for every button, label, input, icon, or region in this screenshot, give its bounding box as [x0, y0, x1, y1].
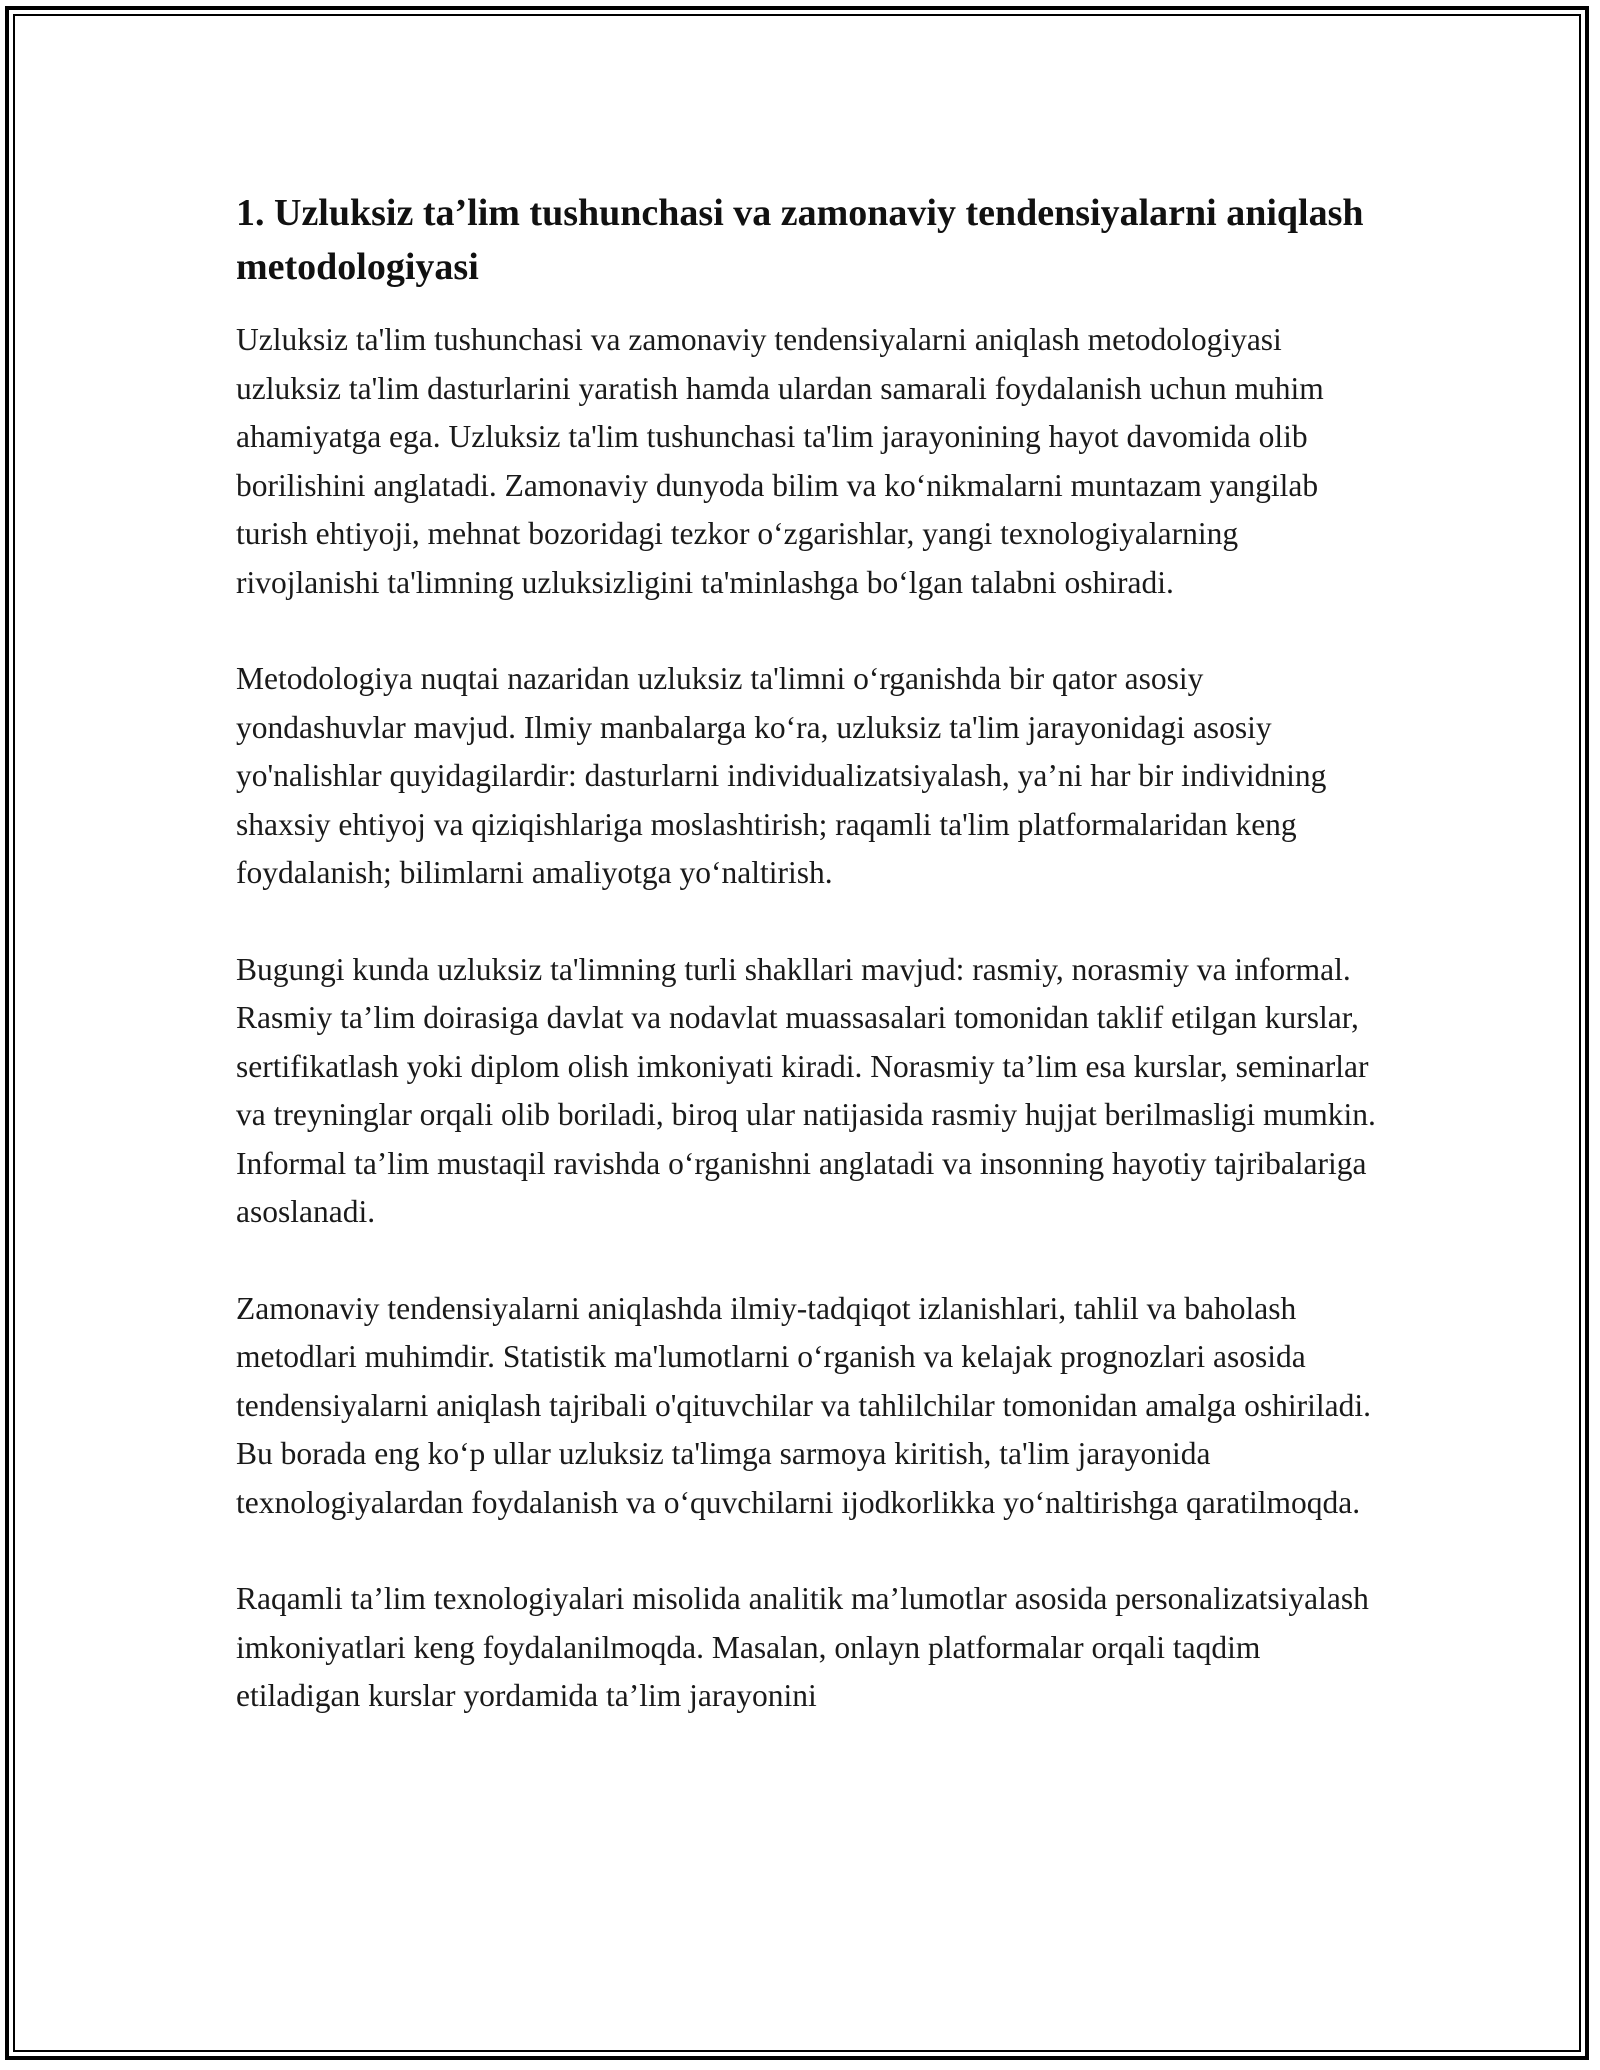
- paragraph-list: [236, 316, 1376, 1721]
- paragraph: Raqamli ta’lim texnologiyalari misolida analitik ma’lumotlar asosida personalizatsiyalash imkoniyatlari keng foydalanilmoqda. Masalan, onlayn platformalar orqali taqdim etiladigan kurslar yordamida ta’lim jarayonini: [236, 1581, 1369, 1713]
- section-heading: 1. Uzluksiz ta’lim tushunchasi va zamonaviy tendensiyalarni aniqlash metodologiyasi: [236, 192, 1364, 288]
- paragraph: Metodologiya nuqtai nazaridan uzluksiz ta'limni o‘rganishda bir qator asosiy yondashuvlar mavjud. Ilmiy manbalarga ko‘ra, uzluksiz ta'lim jarayonidagi asosiy yo'nalishlar quyidagilardir: dasturlarni individualizatsiyalash, ya’ni har bir individning shaxsiy ehtiyoj va qiziqishlariga moslashtirish; raqamli ta'lim platformalaridan keng foydalanish; bilimlarni amaliyotga yo‘naltirish.: [236, 661, 1327, 890]
- paragraph: Uzluksiz ta'lim tushunchasi va zamonaviy tendensiyalarni aniqlash metodologiyasi uzluksiz ta'lim dasturlarini yaratish hamda ulardan samarali foydalanish uchun muhim ahamiyatga ega. Uzluksiz ta'lim tushunchasi ta'lim jarayonining hayot davomida olib borilishini anglatadi. Zamonaviy dunyoda bilim va ko‘nikmalarni muntazam yangilab turish ehtiyoji, mehnat bozoridagi tezkor o‘zgarishlar, yangi texnologiyalarning rivojlanishi ta'limning uzluksizligini ta'minlashga bo‘lgan talabni oshiradi.: [236, 322, 1324, 600]
- paragraph: Bugungi kunda uzluksiz ta'limning turli shakllari mavjud: rasmiy, norasmiy va informal. Rasmiy ta’lim doirasiga davlat va nodavlat muassasalari tomonidan taklif etilgan kurslar, sertifikatlash yoki diplom olish imkoniyati kiradi. Norasmiy ta’lim esa kurslar, seminarlar va treyninglar orqali olib boriladi, biroq ular natijasida rasmiy hujjat berilmasligi mumkin. Informal ta’lim mustaqil ravishda o‘rganishni anglatadi va insonning hayotiy tajribalariga asoslanadi.: [236, 951, 1376, 1229]
- paragraph: Zamonaviy tendensiyalarni aniqlashda ilmiy-tadqiqot izlanishlari, tahlil va baholash metodlari muhimdir. Statistik ma'lumotlarni o‘rganish va kelajak prognozlari asosida tendensiyalarni aniqlash tajribali o'qituvchilar va tahlilchilar tomonidan amalga oshiriladi. Bu borada eng ko‘p ullar uzluksiz ta'limga sarmoya kiritish, ta'lim jarayonida texnologiyalardan foydalanish va o‘quvchilarni ijodkorlikka yo‘naltirishga qaratilmoqda.: [236, 1290, 1371, 1520]
- document-body: [236, 186, 1376, 1769]
